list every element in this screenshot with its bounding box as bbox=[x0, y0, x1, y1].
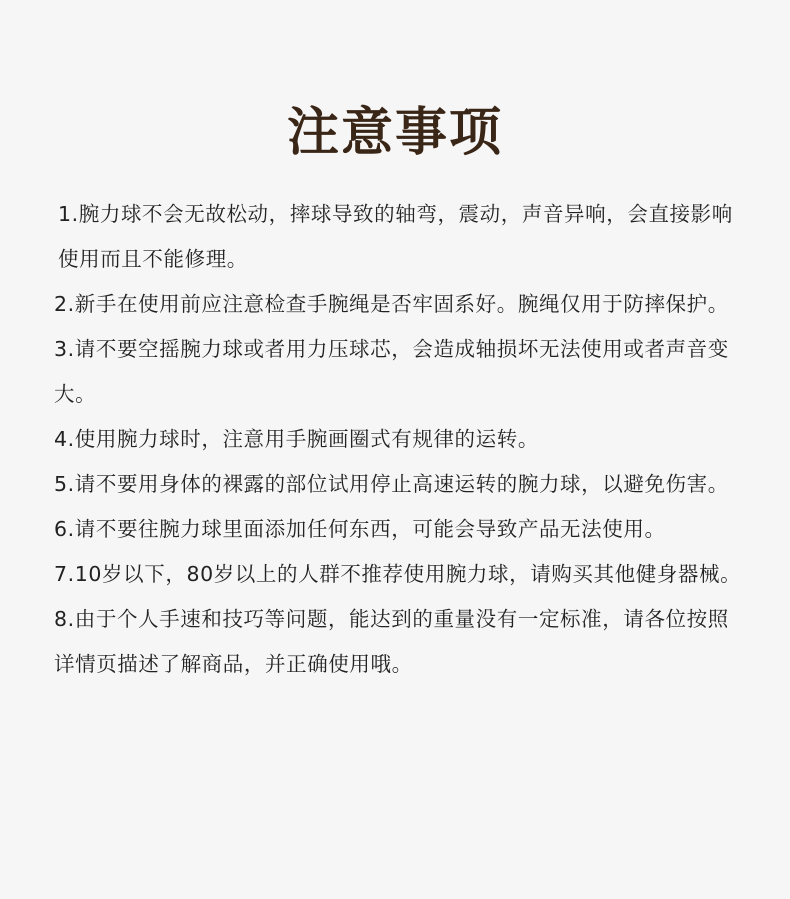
note-item-1: 1.腕力球不会无故松动，摔球导致的轴弯，震动，声音异响，会直接影响使用而且不能修理。 bbox=[58, 202, 733, 271]
note-item-7: 7.10岁以下，80岁以上的人群不推荐使用腕力球，请购买其他健身器械。 bbox=[54, 562, 742, 586]
note-item-2: 2.新手在使用前应注意检查手腕绳是否牢固系好。腕绳仅用于防摔保护。 bbox=[54, 292, 729, 316]
note-item-8: 8.由于个人手速和技巧等问题，能达到的重量没有一定标准，请各位按照详情页描述了解商品，并正确使用哦。 bbox=[54, 607, 729, 676]
note-item-4: 4.使用腕力球时，注意用手腕画圈式有规律的运转。 bbox=[54, 427, 539, 451]
note-item-5: 5.请不要用身体的裸露的部位试用停止高速运转的腕力球，以避免伤害。 bbox=[54, 472, 729, 496]
notes-list bbox=[54, 192, 744, 687]
note-item-6: 6.请不要往腕力球里面添加任何东西，可能会导致产品无法使用。 bbox=[54, 517, 666, 541]
note-item-3: 3.请不要空摇腕力球或者用力压球芯，会造成轴损坏无法使用或者声音变大。 bbox=[54, 337, 729, 406]
page-title: 注意事项 bbox=[286, 103, 503, 163]
